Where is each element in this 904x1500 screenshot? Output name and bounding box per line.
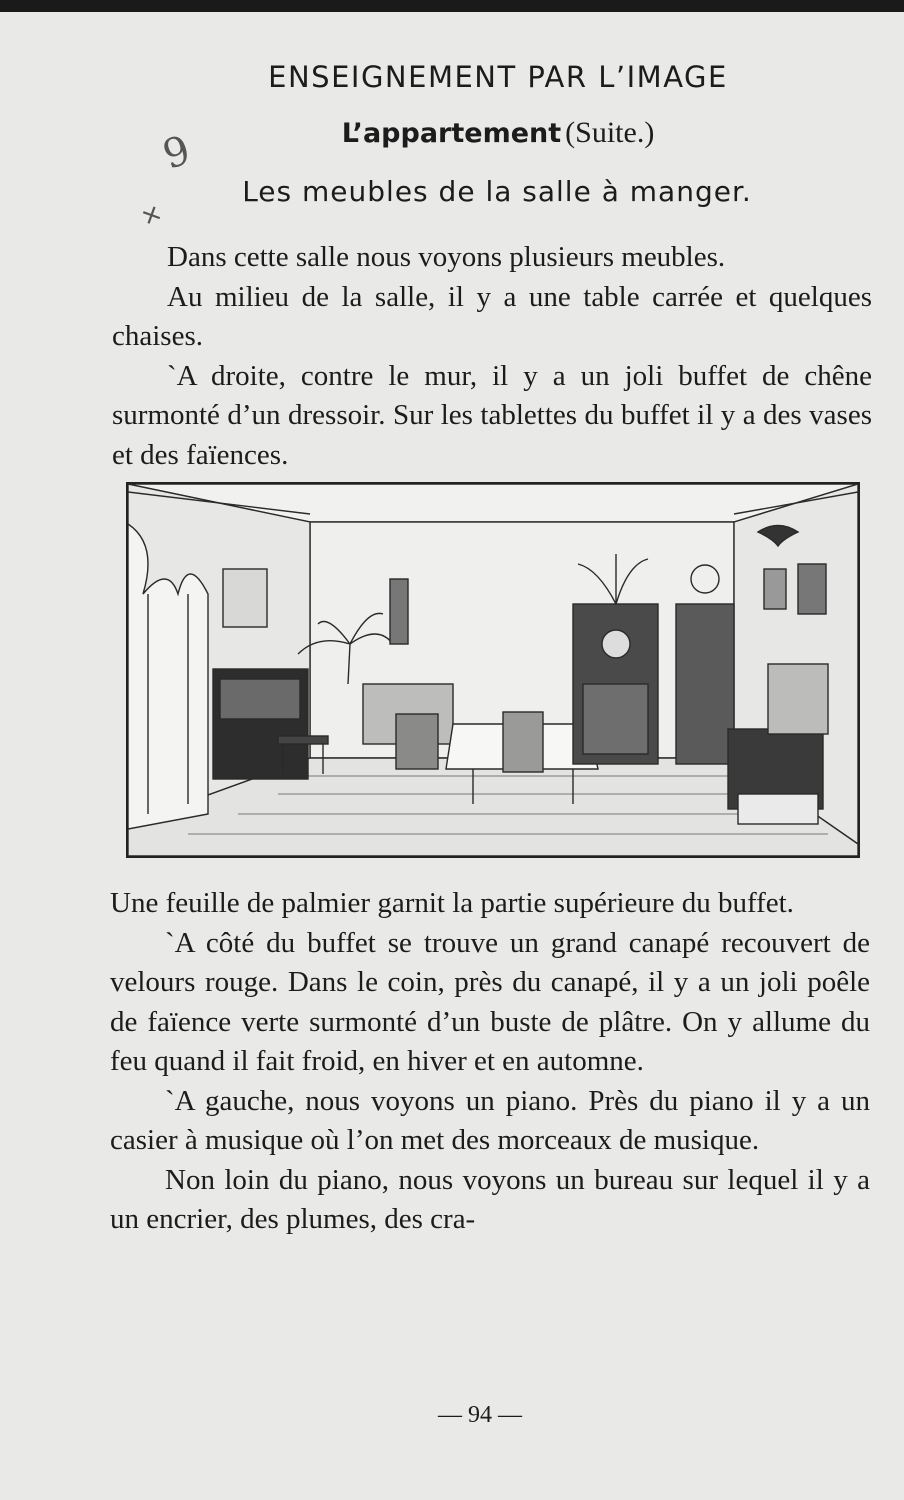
plaster-bust [691, 565, 719, 593]
paragraph: Une feuille de palmier garnit la partie supérieure du buffet. [110, 887, 794, 919]
mantelpiece [768, 664, 828, 734]
lesson-subtitle: Les meubles de la salle à manger. [242, 175, 752, 208]
title-suite: (Suite.) [565, 116, 655, 149]
handwritten-number-mark: 9 [157, 127, 196, 179]
page-number: — 94 — [438, 1402, 522, 1428]
right-wall-picture [798, 564, 826, 614]
paragraph: `A droite, contre le mur, il y a un joli buffet de chêne surmonté d’un dressoir. Sur les tablettes du buffet il y a des vases et des faïences. [112, 359, 872, 471]
paragraph: `A côté du buffet se trouve un grand canapé recouvert de velours rouge. Dans le coin, près du canapé, il y a un joli poêle de faïence verte surmonté d’un buste de plâtre. On y allume du feu quand il fait froid, en hiver et en automne. [110, 926, 870, 1077]
right-wall-picture [764, 569, 786, 609]
left-wall-picture [223, 569, 267, 627]
paragraph: `A gauche, nous voyons un piano. Près du piano il y a un casier à musique où l’on met des morceaux de musique. [110, 1084, 870, 1156]
chair [396, 714, 438, 769]
dining-room-drawing [128, 484, 858, 856]
chair [503, 712, 543, 772]
book-page [0, 12, 904, 1500]
dining-room-illustration [126, 482, 860, 858]
faience-stove [676, 604, 734, 764]
wall-clock [390, 579, 408, 644]
running-header: ENSEIGNEMENT PAR L’IMAGE [268, 60, 728, 94]
title-main: L’appartement [341, 118, 562, 149]
text-block-bottom [110, 884, 870, 1240]
section-title [0, 116, 904, 150]
piano-stool [278, 736, 328, 744]
paragraph: Dans cette salle nous voyons plusieurs meubles. [167, 241, 726, 273]
paragraph: Au milieu de la salle, il y a une table carrée et quelques chaises. [112, 280, 872, 352]
paragraph: Non loin du piano, nous voyons un bureau sur lequel il y a un encrier, des plumes, des cra- [110, 1163, 870, 1235]
handwritten-cross-mark: + [135, 194, 169, 235]
text-block-top [112, 238, 872, 475]
